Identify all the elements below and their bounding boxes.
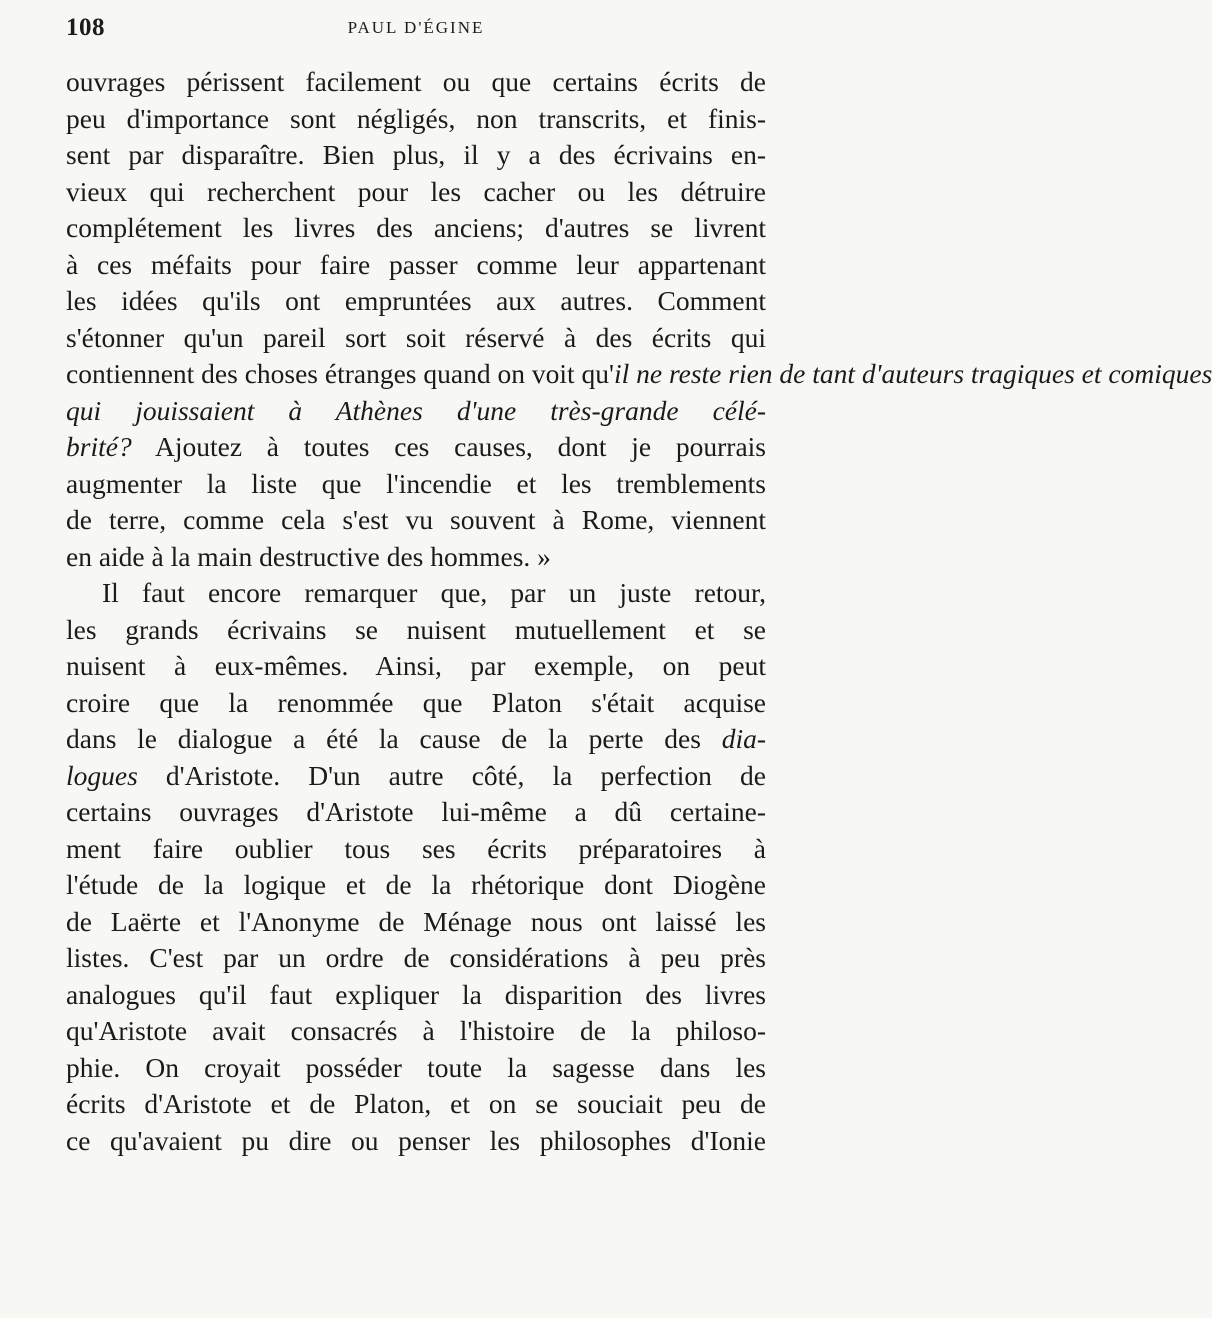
text-line: s'étonner qu'un pareil sort soit réservé à des écrits qui xyxy=(66,321,766,353)
running-head: PAUL D'ÉGINE xyxy=(347,18,485,37)
text-line: certains ouvrages d'Aristote lui-même a dû certaine- xyxy=(66,796,766,827)
text-line: qu'Aristote avait consacrés à l'histoire de la philoso- xyxy=(66,1015,766,1046)
body-text xyxy=(66,64,1212,1159)
text-line: les idées qu'ils ont empruntées aux autres. Comment xyxy=(66,285,766,316)
text-line xyxy=(66,429,766,466)
text-line xyxy=(66,721,766,758)
text-line: augmenter la liste que l'incendie et les tremblements xyxy=(66,467,766,499)
italic-segment: qui jouissaient à Athènes d'une très-grande célé- xyxy=(66,394,766,426)
text-line xyxy=(66,393,766,430)
text-line: peu d'importance sont négligés, non transcrits, et finis- xyxy=(66,102,766,134)
text-line: complétement les livres des anciens; d'autres se livrent xyxy=(66,212,766,243)
italic-segment: logues xyxy=(66,759,138,791)
text-line: Il faut encore remarquer que, par un juste retour, xyxy=(102,577,766,608)
text-line: ouvrages périssent facilement ou que certains écrits de xyxy=(66,66,766,97)
text-line: phie. On croyait posséder toute la sagesse dans les xyxy=(66,1051,766,1083)
italic-segment: brité? xyxy=(66,431,132,462)
text-line: listes. C'est par un ordre de considérations à peu près xyxy=(66,942,766,973)
text-line xyxy=(66,356,1212,393)
text-line: analogues qu'il faut expliquer la disparition des livres xyxy=(66,978,766,1010)
text-line: de terre, comme cela s'est vu souvent à Rome, viennent xyxy=(66,504,766,535)
text-line: l'étude de la logique et de la rhétorique dont Diogène xyxy=(66,869,766,900)
text-line: sent par disparaître. Bien plus, il y a des écrivains en- xyxy=(66,139,766,170)
text-segment: d'Aristote. D'un autre côté, la perfection de xyxy=(137,759,766,791)
text-line: ment faire oublier tous ses écrits préparatoires à xyxy=(66,832,766,864)
text-line xyxy=(66,758,766,795)
text-segment: dans le dialogue a été la cause de la perte des xyxy=(66,723,701,754)
text-line: ce qu'avaient pu dire ou penser les philosophes d'Ionie xyxy=(66,1124,766,1156)
text-line: croire que la renommée que Platon s'était acquise xyxy=(66,686,766,718)
text-line: de Laërte et l'Anonyme de Ménage nous ont laissé les xyxy=(66,905,766,937)
page-header xyxy=(66,8,766,48)
text-segment: contiennent des choses étranges quand on voit qu' xyxy=(66,358,614,389)
italic-segment: il ne reste rien de tant d'auteurs tragiques et comiques xyxy=(613,358,1212,389)
page-number: 108 xyxy=(66,14,105,41)
text-line: vieux qui recherchent pour les cacher ou les détruire xyxy=(66,175,766,207)
text-line: les grands écrivains se nuisent mutuellement et se xyxy=(66,613,766,645)
text-line: en aide à la main destructive des hommes. » xyxy=(66,540,551,572)
text-segment: Ajoutez à toutes ces causes, dont je pourrais xyxy=(131,431,766,462)
italic-segment: dia- xyxy=(721,723,767,754)
text-line: nuisent à eux-mêmes. Ainsi, par exemple, on peut xyxy=(66,650,766,681)
text-line: à ces méfaits pour faire passer comme leur appartenant xyxy=(66,248,766,280)
text-line: écrits d'Aristote et de Platon, et on se souciait peu de xyxy=(66,1088,766,1119)
